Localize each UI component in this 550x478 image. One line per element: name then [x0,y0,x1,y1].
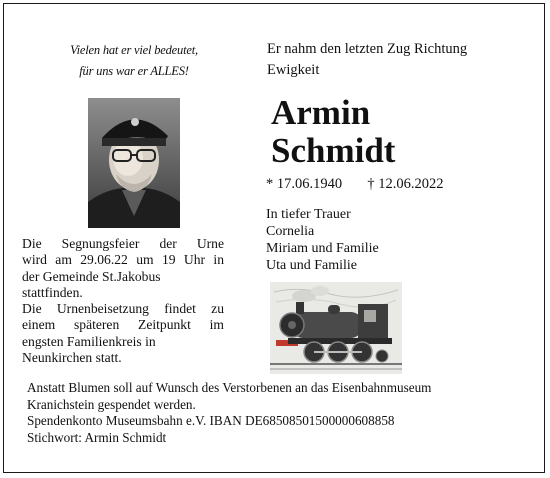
mourner-line: In tiefer Trauer [266,207,351,222]
service-announcement [22,236,224,366]
service-line: einem späteren Zeitpunkt im [22,317,224,333]
birth-symbol: * [266,176,274,192]
mourner-line: Cornelia [266,224,315,239]
service-line: Neunkirchen statt. [22,350,122,366]
obituary-card [3,3,545,473]
first-name: Armin [271,93,371,132]
death-date: 12.06.2022 [378,176,444,192]
service-line: der Gemeinde St.Jakobus [22,268,161,284]
portrait-photo-icon [88,98,180,228]
steam-locomotive-icon [270,282,402,374]
service-line: Die Segnungsfeier der Urne [22,236,224,251]
mourner-line: Uta und Familie [266,258,357,273]
donation-line: Stichwort: Armin Schmidt [27,429,167,445]
service-line: stattfinden. [22,284,83,300]
train-drawing [270,282,402,374]
service-line: wird am 29.06.22 um 19 Uhr in [22,252,224,268]
service-line: engsten Familienkreis in [22,333,156,349]
deceased-name [271,94,395,170]
quote-line: Ewigkeit [267,62,320,78]
cross-icon: † [367,176,375,192]
portrait-photo [88,98,180,228]
quote-line: Er nahm den letzten Zug Richtung [267,41,468,57]
mourner-line: Miriam und Familie [266,241,379,256]
motto [34,40,234,82]
mourners-list [266,206,379,274]
life-dates [266,176,444,193]
motto-line: Vielen hat er viel bedeutet, [70,43,198,57]
motto-line: für uns war er ALLES! [79,64,189,78]
donation-line: Kranichstein gespendet werden. [27,396,196,412]
service-line: Die Urnenbeisetzung findet zu [22,301,224,317]
donation-line: Spendenkonto Museumsbahn e.V. IBAN DE68508501500000608858 [27,413,395,429]
donation-line: Anstatt Blumen soll auf Wunsch des Verstorbenen an das Eisenbahnmuseum [27,380,432,395]
quote [267,39,537,81]
birth-date: 17.06.1940 [276,176,343,192]
last-name: Schmidt [271,131,396,170]
donation-note [27,380,527,446]
